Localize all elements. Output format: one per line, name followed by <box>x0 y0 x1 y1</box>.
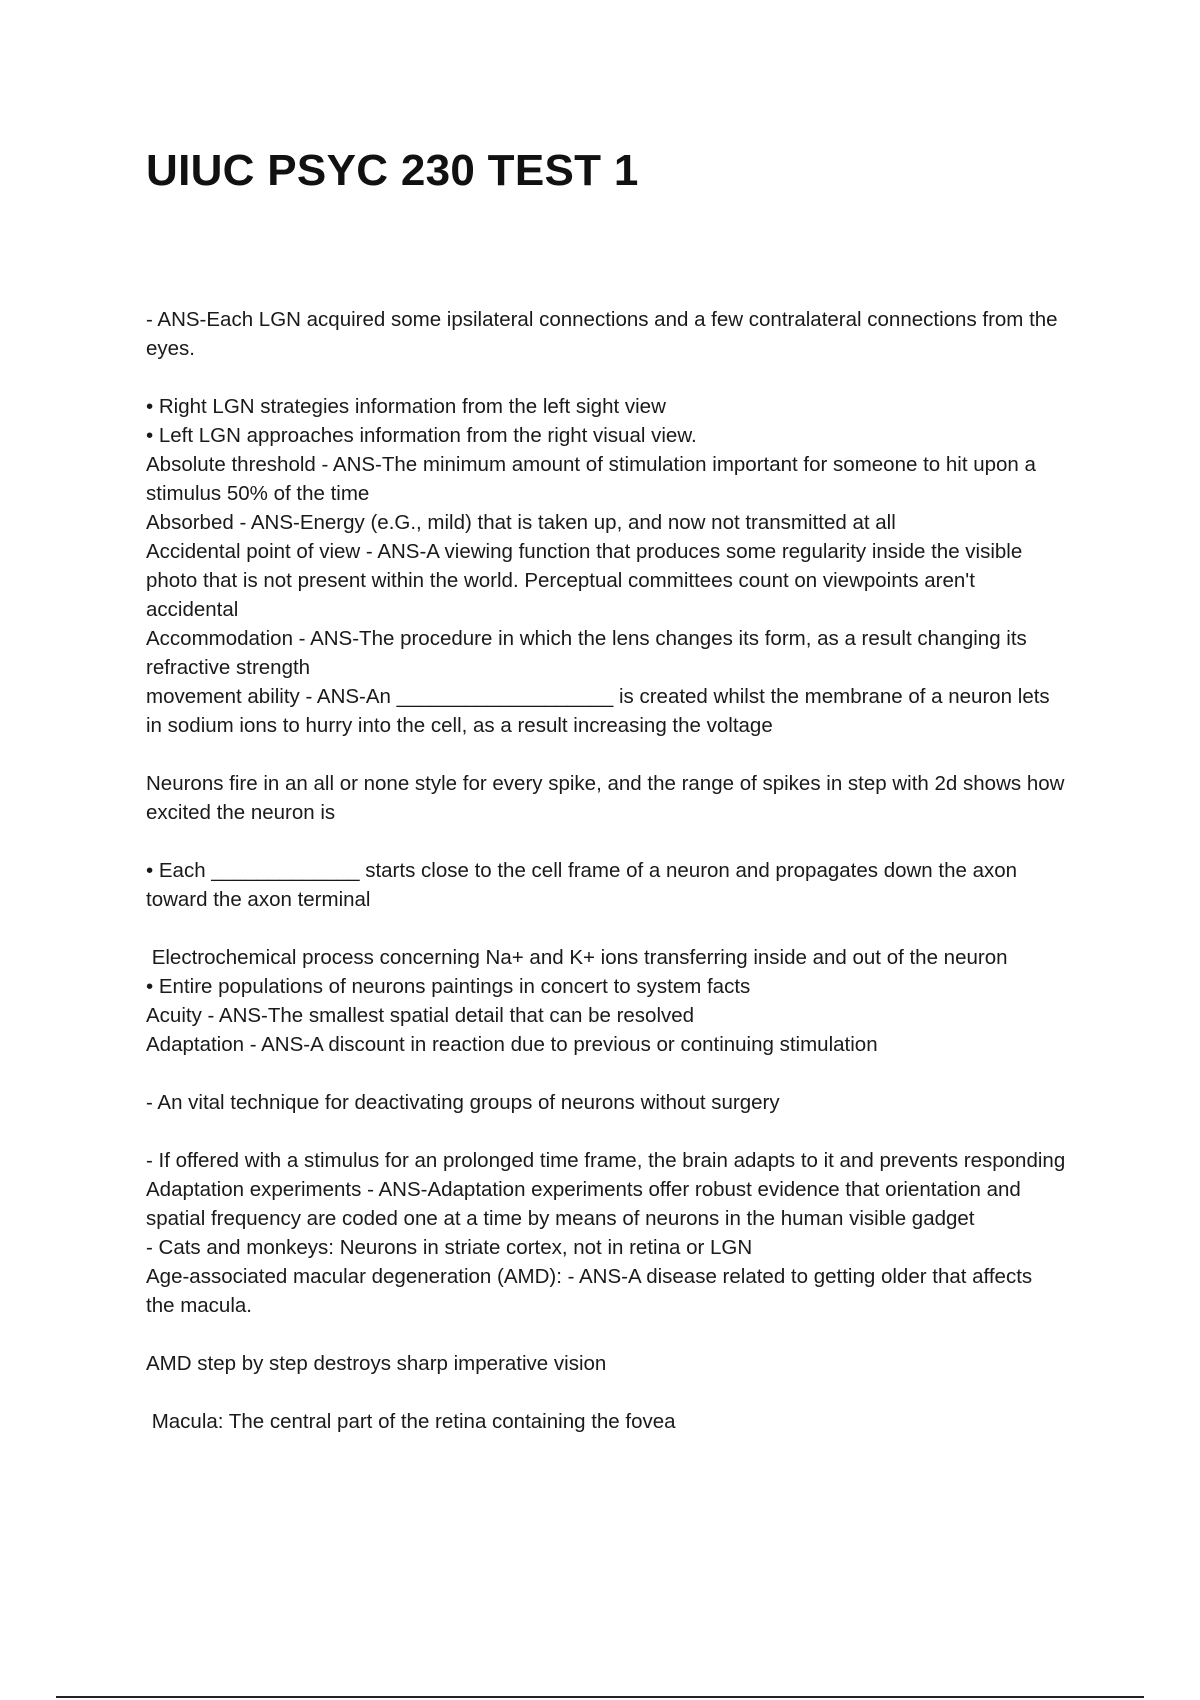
text-line: - If offered with a stimulus for an prolonged time frame, the brain adapts to it and prevents responding <box>146 1149 1066 1172</box>
definition-line: Absorbed - ANS-Energy (e.G., mild) that is taken up, and now not transmitted at all <box>146 511 896 534</box>
text-line: AMD step by step destroys sharp imperative vision <box>146 1352 607 1375</box>
paragraph-gap <box>146 1378 1066 1407</box>
paragraph-gap <box>146 1320 1066 1349</box>
definition-line: Acuity - ANS-The smallest spatial detail that can be resolved <box>146 1004 695 1027</box>
document-title: UIUC PSYC 230 TEST 1 <box>146 146 639 195</box>
paragraph-gap <box>146 1117 1066 1146</box>
definition-line: Age-associated macular degeneration (AMD): - ANS-A disease related to getting older that affects the macula. <box>146 1265 1038 1317</box>
text-line: Neurons fire in an all or none style for every spike, and the range of spikes in step with 2d shows how excited the neuron is <box>146 772 1071 824</box>
text-line: - ANS-Each LGN acquired some ipsilateral connections and a few contralateral connections from the eyes. <box>146 308 1064 360</box>
footer-divider <box>56 1696 1144 1698</box>
definition-line: Adaptation experiments - ANS-Adaptation experiments offer robust evidence that orientation and spatial frequency are coded one at a time by means of neurons in the human visible gadget <box>146 1178 1027 1230</box>
text-line: Macula: The central part of the retina containing the fovea <box>146 1410 676 1433</box>
bullet-line: • Each _____________ starts close to the cell frame of a neuron and propagates down the axon toward the axon terminal <box>146 859 1023 911</box>
text-line: - An vital technique for deactivating groups of neurons without surgery <box>146 1091 780 1114</box>
bullet-line: • Entire populations of neurons paintings in concert to system facts <box>146 975 751 998</box>
definition-line: Accidental point of view - ANS-A viewing function that produces some regularity inside the visible photo that is not present within the world. Perceptual committees count on viewpoints aren't accidental <box>146 540 1028 621</box>
paragraph-gap <box>146 914 1066 943</box>
text-line: Electrochemical process concerning Na+ and K+ ions transferring inside and out of the neuron <box>146 946 1008 969</box>
text-line: - Cats and monkeys: Neurons in striate cortex, not in retina or LGN <box>146 1236 753 1259</box>
definition-line: movement ability - ANS-An ___________________ is created whilst the membrane of a neuron lets in sodium ions to hurry into the cell, as a result increasing the voltage <box>146 685 1056 737</box>
paragraph-gap <box>146 363 1066 392</box>
definition-line: Accommodation - ANS-The procedure in which the lens changes its form, as a result changing its refractive strength <box>146 627 1033 679</box>
paragraph-gap <box>146 740 1066 769</box>
definition-line: Absolute threshold - ANS-The minimum amount of stimulation important for someone to hit upon a stimulus 50% of the time <box>146 453 1042 505</box>
paragraph-gap <box>146 1059 1066 1088</box>
bullet-line: • Right LGN strategies information from the left sight view <box>146 395 666 418</box>
definition-line: Adaptation - ANS-A discount in reaction due to previous or continuing stimulation <box>146 1033 878 1056</box>
document-body <box>146 305 1071 1436</box>
paragraph-gap <box>146 827 1066 856</box>
bullet-line: • Left LGN approaches information from the right visual view. <box>146 424 697 447</box>
